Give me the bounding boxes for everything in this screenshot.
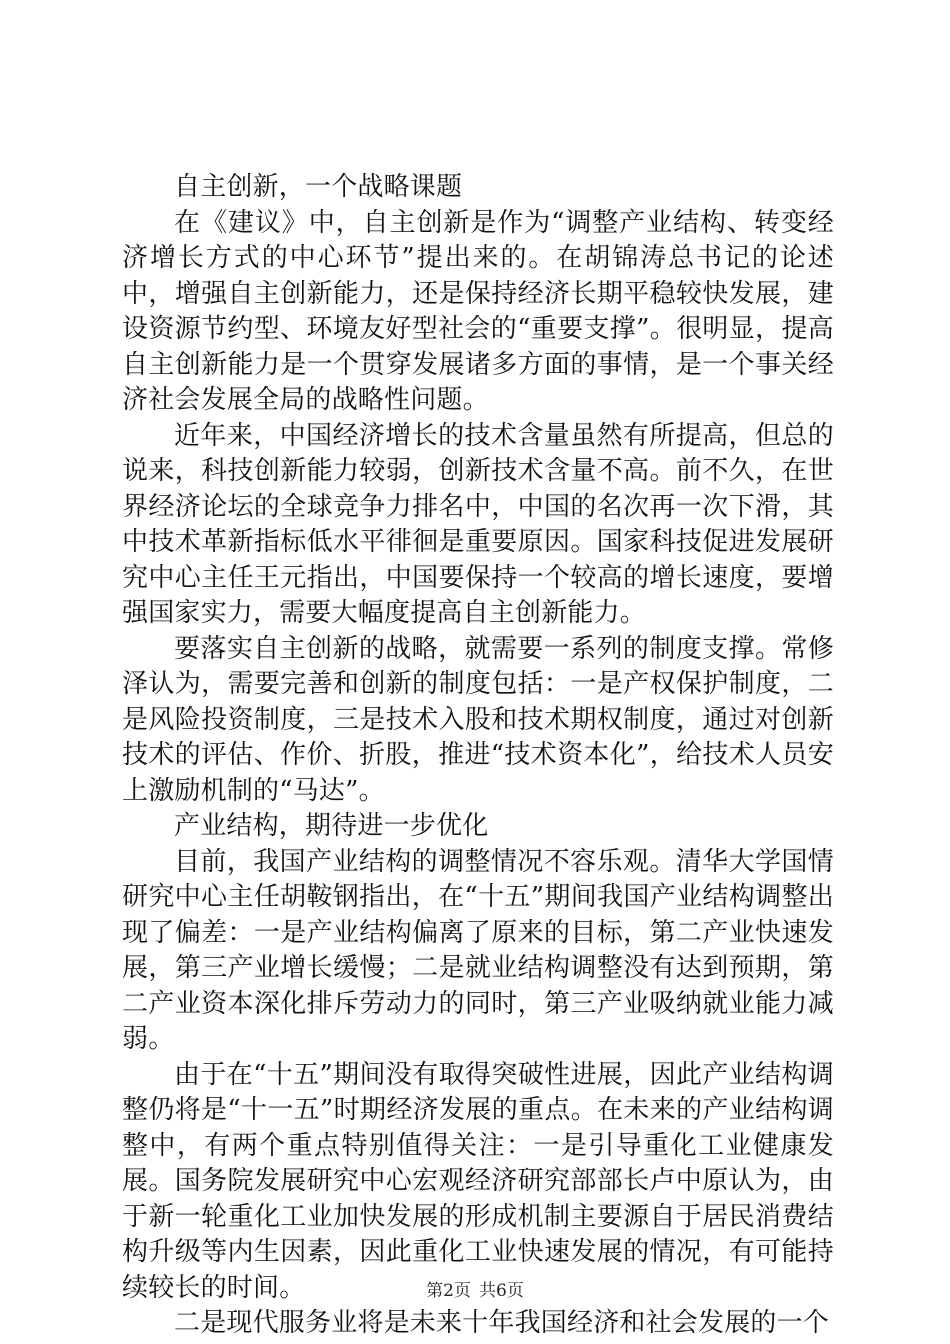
section-heading-industry: 产业结构，期待进一步优化 [174,811,489,841]
paragraph: 近年来，中国经济增长的技术含量虽然有所提高，但总的说来，科技创新能力较弱，创新技术含量不高。前不久，在世界经济论坛的全球竞争力排名中，中国的名次再一次下滑，其中技术革新指标低水平徘徊是重要原因。国家科技促进发展研究中心主任王元指出，中国要保持一个较高的增长速度，要增强国家实力，需要大幅度提高自主创新能力。 [122,420,834,628]
page-total: 共6页 [479,1281,524,1301]
paragraph: 由于在“十五”期间没有取得突破性进展，因此产业结构调整仍将是“十一五”时期经济发展的重点。在未来的产业结构调整中，有两个重点特别值得关注：一是引导重化工业健康发展。国务院发展研究中心宏观经济研究部部长卢中原认为，由于新一轮重化工业加快发展的形成机制主要源自于居民消费结构升级等内生因素，因此重化工业快速发展的情况，有可能持续较长的时间。 [122,1059,834,1303]
document-body [122,170,834,1342]
paragraph: 目前，我国产业结构的调整情况不容乐观。清华大学国情研究中心主任胡鞍钢指出，在“十五”期间我国产业结构调整出现了偏差：一是产业结构偏离了原来的目标，第二产业快速发展，第三产业增长缓慢；二是就业结构调整没有达到预期，第二产业资本深化排斥劳动力的同时，第三产业吸纳就业能力减弱。 [122,846,834,1054]
page-footer [0,1276,950,1301]
section-heading-innovation: 自主创新，一个战略课题 [174,172,463,202]
paragraph: 要落实自主创新的战略，就需要一系列的制度支撑。常修泽认为，需要完善和创新的制度包括：一是产权保护制度，二是风险投资制度，三是技术入股和技术期权制度，通过对创新技术的评估、作价、折股，推进“技术资本化”，给技术人员安上激励机制的“马达”。 [122,633,834,806]
page-number: 第2页 [426,1281,471,1301]
paragraph: 二是现代服务业将是未来十年我国经济和社会发展的一个 [174,1308,830,1338]
paragraph: 在《建议》中，自主创新是作为“调整产业结构、转变经济增长方式的中心环节”提出来的。在胡锦涛总书记的论述中，增强自主创新能力，还是保持经济长期平稳较快发展，建设资源节约型、环境友好型社会的“重要支撑”。很明显，提高自主创新能力是一个贯穿发展诸多方面的事情，是一个事关经济社会发展全局的战略性问题。 [122,207,834,415]
